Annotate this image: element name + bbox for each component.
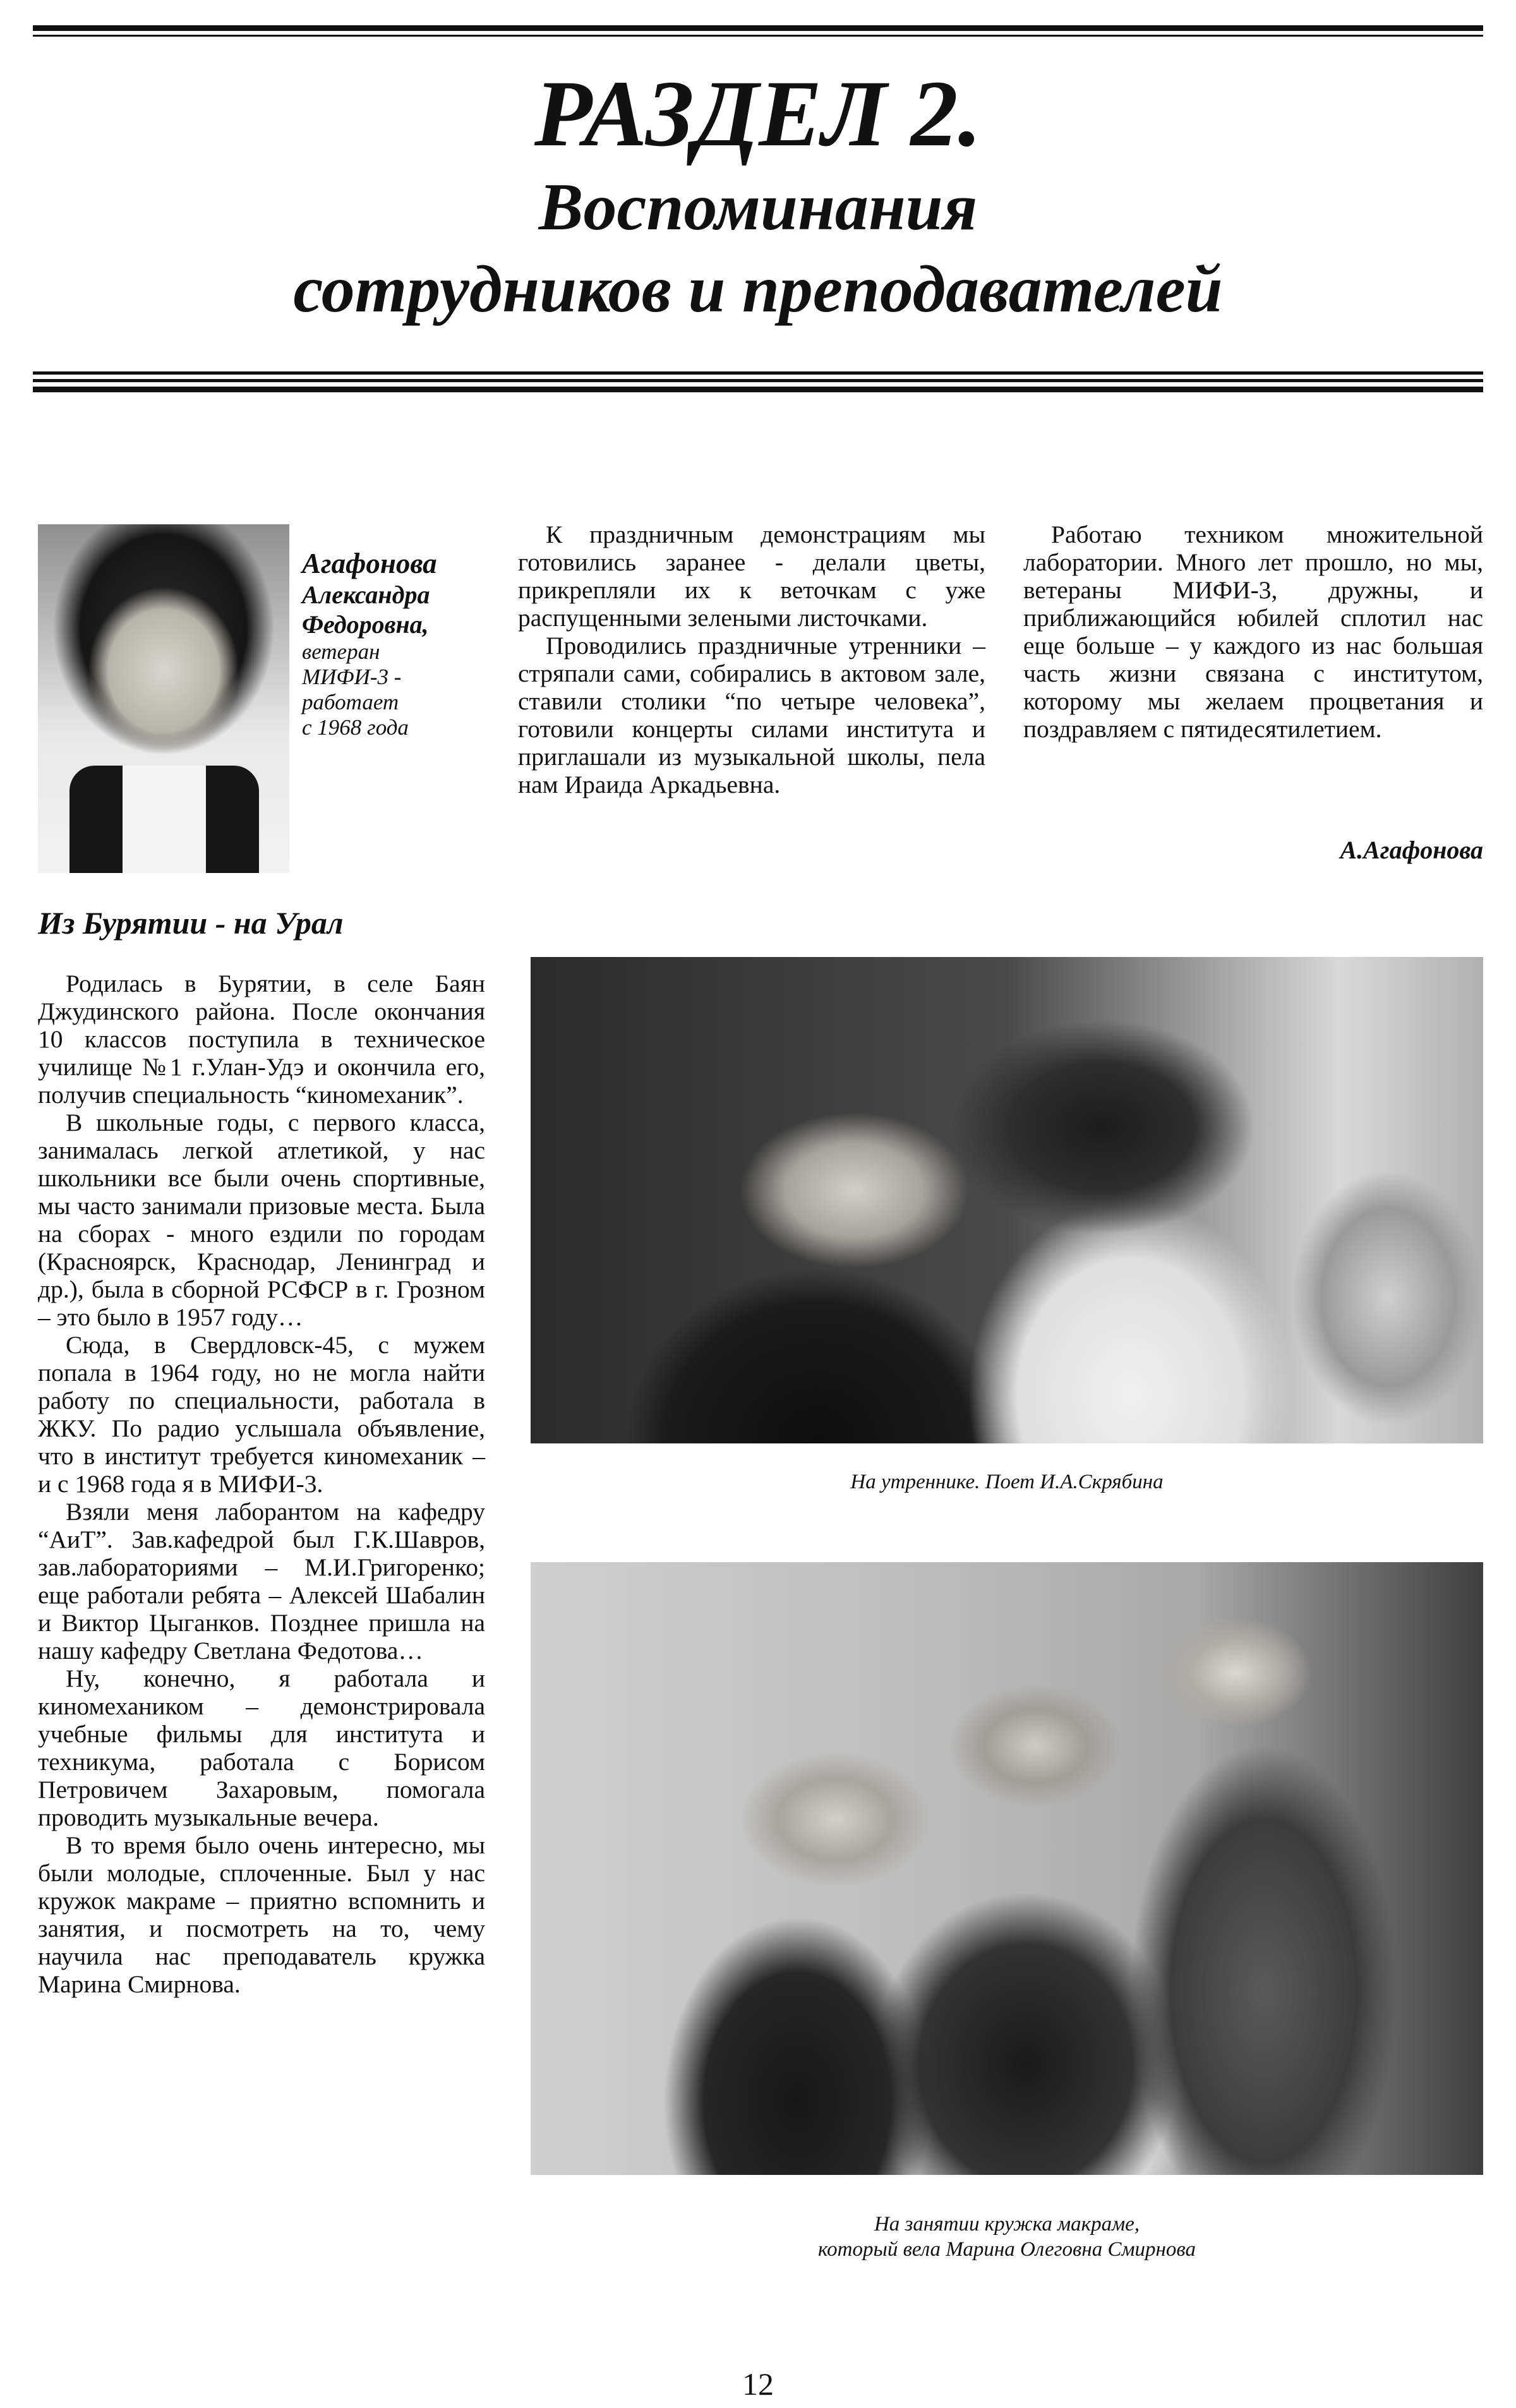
paragraph: Ну, конечно, я работала и киномехаником – демонстрировала учебные фильмы для института и техникума, работала с Борисом Петровичем Захаровым, помогала проводить музыкальные вечера. bbox=[38, 1665, 485, 1831]
section-title: РАЗДЕЛ 2. bbox=[534, 61, 982, 166]
author-note-line: ветеран bbox=[302, 639, 380, 664]
header-rule-3 bbox=[33, 387, 1483, 392]
author-note-line: работает bbox=[302, 690, 399, 714]
author-surname: Агафонова bbox=[302, 548, 437, 579]
paragraph: В то время было очень интересно, мы были молодые, сплоченные. Был у нас кружок макраме – приятно вспомнить и занятия, и посмотреть на то, чему научила нас преподаватель кружка Марина Смирнова. bbox=[38, 1831, 485, 1998]
top-rule-thin bbox=[33, 35, 1483, 37]
photo-caption-1: На утреннике. Поет И.А.Скрябина bbox=[850, 1471, 1164, 1493]
paragraph: Проводились праздничные утренники – стряпали сами, собирались в актовом зале, ставили столики “по четыре человека”, готовили концерты силами института и приглашали из музыкальной школы, пела нам Ираида Аркадьевна. bbox=[518, 632, 985, 798]
author-signature: А.Агафонова bbox=[1340, 836, 1483, 864]
morning-party-photo bbox=[531, 957, 1483, 1443]
paragraph: Работаю техником множительной лаборатории. Много лет прошло, но мы, ветераны МИФИ-3, дружны, и приближающийся юбилей сплотил нас еще больше – у каждого из нас большая часть жизни связана с институтом, которому мы желаем процветания и поздравляем с пятидесятилетием. bbox=[1023, 521, 1483, 743]
author-byline bbox=[302, 547, 491, 740]
photo-caption-2-line2: который вела Марина Олеговна Смирнова bbox=[818, 2238, 1196, 2261]
paragraph: Взяли меня лаборантом на кафедру “АиТ”. Зав.кафедрой был Г.К.Шавров, зав.лабораториями – М.И.Григоренко; еще работали ребята – Алексей Шабалин и Виктор Цыганков. Позднее пришла на нашу кафедру Светлана Федотова… bbox=[38, 1498, 485, 1665]
author-portrait-photo bbox=[38, 524, 289, 873]
section-subtitle-line1: Воспоминания bbox=[538, 170, 978, 244]
portrait-collar bbox=[69, 766, 259, 873]
top-rule-thick bbox=[33, 25, 1483, 31]
paragraph: Сюда, в Свердловск-45, с мужем попала в 1964 году, но не могла найти работу по специальности, работала в ЖКУ. По радио услышала объявление, что в институт требуется киномеханик – и с 1968 года я в МИФИ-3. bbox=[38, 1331, 485, 1498]
photo-caption-2-line1: На занятии кружка макраме, bbox=[874, 2213, 1140, 2236]
left-text-column bbox=[38, 970, 485, 1998]
photo-caption-2 bbox=[531, 2212, 1483, 2262]
right-text-column bbox=[1023, 521, 1483, 743]
author-patronymic: Федоровна, bbox=[302, 610, 429, 639]
middle-text-column bbox=[518, 521, 985, 798]
section-subtitle-line2: сотрудников и преподавателей bbox=[293, 252, 1223, 326]
paragraph: В школьные годы, с первого класса, занималась легкой атлетикой, у нас школьники все были очень спортивные, мы часто занимали призовые места. Была на сборах - много ездили по городам (Красноярск, Краснодар, Ленинград и др.), была в сборной РСФСР в г. Грозном – это было в 1957 году… bbox=[38, 1109, 485, 1331]
paragraph: Родилась в Бурятии, в селе Баян Джудинского района. После окончания 10 классов поступила в техническое училище №1 г.Улан-Удэ и окончила его, получив специальность “киномеханик”. bbox=[38, 970, 485, 1109]
header-rule-1 bbox=[33, 371, 1483, 375]
article-subtitle: Из Бурятии - на Урал bbox=[38, 905, 344, 941]
macrame-class-photo bbox=[531, 1562, 1483, 2175]
paragraph: К праздничным демонстрациям мы готовились заранее - делали цветы, прикрепляли их к веточкам с уже распущенными зелеными листочками. bbox=[518, 521, 985, 632]
author-note-line: с 1968 года bbox=[302, 715, 409, 740]
page-number: 12 bbox=[742, 2366, 774, 2402]
header-rule-2 bbox=[33, 379, 1483, 382]
author-note-line: МИФИ-3 - bbox=[302, 665, 402, 689]
author-first-name: Александра bbox=[302, 581, 430, 609]
